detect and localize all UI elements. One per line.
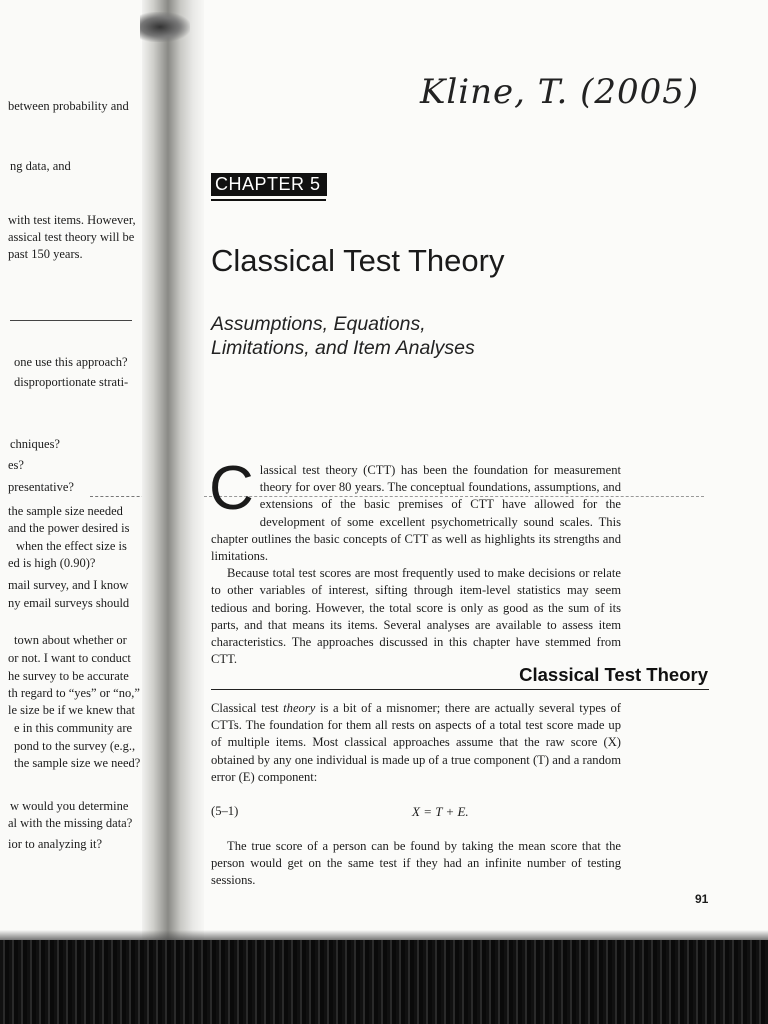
left-page-line: chniques?	[10, 437, 60, 451]
subtitle-line-2: Limitations, and Item Analyses	[211, 337, 475, 359]
left-page-line: ng data, and	[10, 159, 71, 173]
left-page-line: disproportionate strati-	[14, 375, 129, 389]
left-page-line: ed is high (0.90)?	[8, 556, 96, 570]
page-number: 91	[695, 892, 709, 906]
subtitle-line-1: Assumptions, Equations,	[211, 313, 426, 335]
equation-number: (5–1)	[211, 804, 239, 818]
left-page-line: assical test theory will be	[8, 230, 135, 244]
left-page-line: town about whether or	[14, 633, 127, 647]
left-page-line: past 150 years.	[8, 247, 83, 261]
section-paragraph-2	[211, 838, 621, 890]
left-page-line: the sample size needed	[8, 504, 123, 518]
left-page-line: or not. I want to conduct	[8, 651, 131, 665]
section-paragraph-2-text: The true score of a person can be found by taking the mean score that the person would get on the same test if they had an infinite number of testing sessions.	[211, 839, 621, 888]
left-page-line: presentative?	[8, 480, 74, 494]
left-page-line: one use this approach?	[14, 355, 128, 369]
handwritten-citation: Kline, T. (2005)	[420, 72, 700, 112]
left-page-dashed-line	[90, 496, 150, 497]
left-page-line: between probability and	[8, 99, 129, 113]
section-rule	[211, 689, 709, 690]
chapter-intro	[209, 454, 621, 668]
intro-paragraph-1-text: lassical test theory (CTT) has been the foundation for measurement theory for over 80 years. The conceptual foundations, assumptions, and extensions of the basic premises of CTT have allowed for the development of some excellent psychometrically sound scales. This chapter outlines the basic concepts of CTT as well as highlights its strengths and limitations.	[211, 463, 621, 564]
left-page-line: and the power desired is	[8, 521, 130, 535]
left-page-line: es?	[8, 458, 24, 472]
left-page-line: th regard to “yes” or “no,”	[8, 686, 140, 700]
intro-paragraph-1	[209, 454, 621, 565]
section-paragraph-1-end: is a bit of a misnomer; there are actually several types of CTTs. The foundation for them all rests on aspects of a total test score made up of multiple items. Most classical approaches assume that the raw score (X) obtained by any one individual is made up of a true component (T) and a random error (E) component:	[211, 701, 621, 784]
equation: X = T + E.	[412, 804, 469, 819]
chapter-title: Classical Test Theory	[211, 243, 505, 278]
section-paragraph-1	[211, 700, 621, 786]
left-page-line: w would you determine	[10, 799, 129, 813]
chapter-subtitle	[211, 312, 531, 360]
left-page-line: when the effect size is	[16, 539, 127, 553]
scanner-bottom-band	[0, 940, 768, 1024]
left-page-line: the sample size we need?	[14, 756, 141, 770]
left-page-line: le size be if we knew that	[8, 703, 136, 717]
section-paragraph-1-emphasis: theory	[283, 701, 316, 715]
binding-shadow	[140, 12, 190, 42]
left-page-line: al with the missing data?	[8, 816, 133, 830]
left-page-line: e in this community are	[14, 721, 133, 735]
left-page-line: ny email surveys should	[8, 596, 130, 610]
left-page-line: ior to analyzing it?	[8, 837, 103, 851]
left-page-line: mail survey, and I know	[8, 578, 129, 592]
chapter-label: CHAPTER 5	[211, 173, 327, 196]
section-paragraph-1-start: Classical test	[211, 701, 284, 715]
left-page-rule	[10, 320, 132, 321]
section-heading: Classical Test Theory	[519, 664, 708, 685]
left-page-line: with test items. However,	[8, 213, 136, 227]
intro-paragraph-2: Because total test scores are most frequently used to make decisions or relate to other variables of interest, sifting through item-level statistics may seem tedious and boring. However, the total score is only as good as the sum of its parts, and that means its items. Several analyses are available to assess item characteristics. The approaches discussed in this chapter have stemmed from CTT.	[211, 566, 621, 667]
chapter-rule	[211, 199, 326, 201]
left-page-line: pond to the survey (e.g.,	[14, 739, 136, 753]
drop-cap: C	[209, 454, 254, 523]
left-page-line: he survey to be accurate	[8, 669, 129, 683]
